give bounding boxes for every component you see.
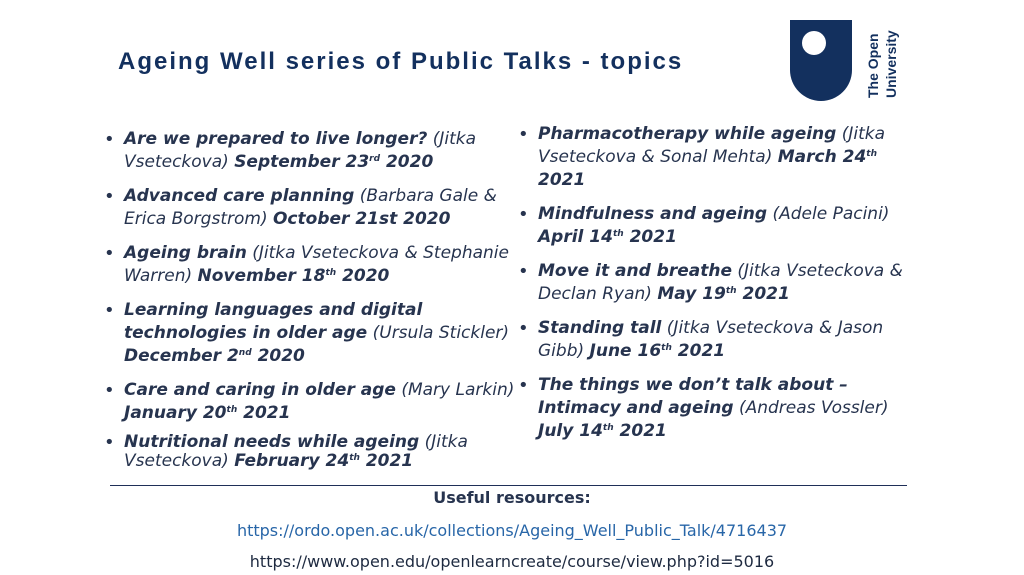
list-item: • Ageing brain (Jitka Vseteckova & Stephanie Warren) November 18th 2020	[104, 242, 524, 288]
divider	[110, 485, 907, 486]
resources-heading: Useful resources:	[433, 488, 591, 507]
page-title: Ageing Well series of Public Talks - topics	[118, 48, 684, 75]
list-item: • Move it and breathe (Jitka Vseteckova & Declan Ryan) May 19th 2021	[518, 260, 923, 306]
list-item: • Pharmacotherapy while ageing (Jitka Vseteckova & Sonal Mehta) March 24th 2021	[518, 123, 923, 192]
list-item: • Are we prepared to live longer? (Jitka Vseteckova) September 23rd 2020	[104, 128, 524, 174]
list-item: • Learning languages and digital technologies in older age (Ursula Stickler) December 2nd 2020	[104, 299, 524, 368]
topics-list-left	[104, 128, 524, 482]
topics-list-right	[518, 123, 923, 454]
logo-text-line1: The Open	[865, 33, 881, 98]
list-item: • Care and caring in older age (Mary Larkin) January 20th 2021	[104, 379, 524, 425]
list-item: • Mindfulness and ageing (Adele Pacini) April 14th 2021	[518, 203, 923, 249]
resource-link-openlearncreate[interactable]: https://www.open.edu/openlearncreate/course/view.php?id=5016	[249, 552, 775, 571]
logo-text-line2: University	[883, 30, 899, 98]
resource-link-ordo[interactable]: https://ordo.open.ac.uk/collections/Ageing_Well_Public_Talk/4716437	[236, 521, 788, 540]
list-item: • Nutritional needs while ageing (Jitka Vseteckova) February 24th 2021	[104, 433, 524, 471]
list-item: • Standing tall (Jitka Vseteckova & Jason Gibb) June 16th 2021	[518, 317, 923, 363]
list-item: • Advanced care planning (Barbara Gale & Erica Borgstrom) October 21st 2020	[104, 185, 524, 231]
list-item: • The things we don’t talk about – Intimacy and ageing (Andreas Vossler) July 14th 2021	[518, 374, 923, 443]
open-university-logo	[786, 14, 911, 106]
